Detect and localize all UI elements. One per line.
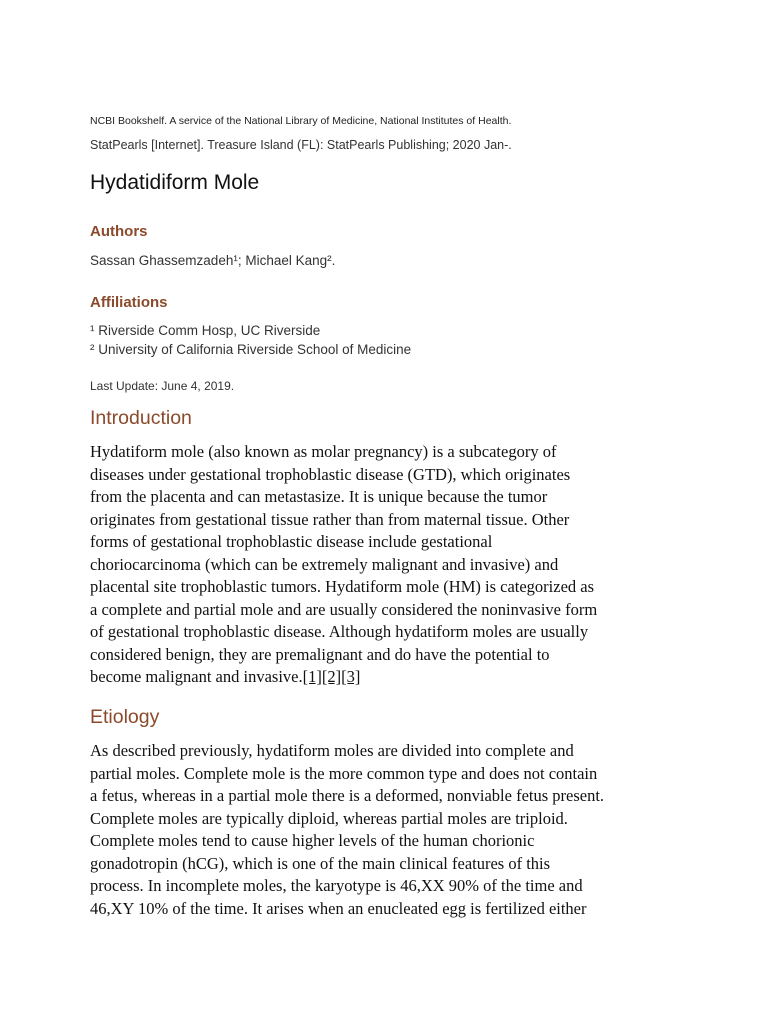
- introduction-paragraph: [90, 441, 680, 689]
- source-citation: StatPearls [Internet]. Treasure Island (FL): StatPearls Publishing; 2020 Jan-.: [90, 138, 512, 152]
- affiliation-2: ² University of California Riverside School of Medicine: [90, 342, 412, 357]
- text-line: from the placenta and can metastasize. It is unique because the tumor: [90, 487, 548, 506]
- reference-link-2[interactable]: [2]: [321, 667, 342, 686]
- text-line: a complete and partial mole and are usually considered the noninvasive form: [90, 599, 598, 619]
- text-line: As described previously, hydatiform moles are divided into complete and: [90, 741, 574, 760]
- text-line: Hydatiform mole (also known as molar pregnancy) is a subcategory of: [90, 442, 557, 461]
- reference-link-1[interactable]: [1]: [302, 667, 322, 686]
- text-line: placental site trophoblastic tumors. Hydatiform mole (HM) is categorized as: [90, 577, 595, 596]
- reference-link-3[interactable]: [3]: [341, 667, 361, 686]
- text-line: forms of gestational trophoblastic disease include gestational: [90, 532, 493, 551]
- introduction-heading: Introduction: [90, 407, 192, 429]
- text-line: Complete moles are typically diploid, whereas partial moles are triploid.: [90, 808, 568, 828]
- etiology-heading: Etiology: [90, 706, 160, 728]
- text-line: a fetus, whereas in a partial mole there is a deformed, nonviable fetus present.: [90, 786, 605, 805]
- text-line: diseases under gestational trophoblastic disease (GTD), which originates: [90, 464, 571, 484]
- text-line-last: [90, 666, 680, 689]
- text-line: 46,XY 10% of the time. It arises when an enucleated egg is fertilized either: [90, 898, 587, 918]
- etiology-paragraph: [90, 740, 680, 920]
- page-title: Hydatidiform Mole: [90, 171, 260, 194]
- last-update: Last Update: June 4, 2019.: [90, 379, 235, 393]
- ncbi-service-line: NCBI Bookshelf. A service of the National Library of Medicine, National Institutes of Health.: [90, 115, 512, 127]
- text-line: considered benign, they are premalignant and do have the potential to: [90, 644, 550, 664]
- text-line: of gestational trophoblastic disease. Although hydatiform moles are usually: [90, 622, 589, 641]
- authors-heading: Authors: [90, 223, 148, 240]
- text-line: process. In incomplete moles, the karyotype is 46,XX 90% of the time and: [90, 876, 583, 895]
- text-line: choriocarcinoma (which can be extremely malignant and invasive) and: [90, 554, 559, 574]
- authors-list: Sassan Ghassemzadeh¹; Michael Kang².: [90, 253, 336, 268]
- affiliation-1: ¹ Riverside Comm Hosp, UC Riverside: [90, 323, 321, 338]
- text-line: originates from gestational tissue rather than from maternal tissue. Other: [90, 509, 570, 529]
- text-line: partial moles. Complete mole is the more common type and does not contain: [90, 763, 598, 783]
- text-line-content: become malignant and invasive.: [90, 667, 303, 686]
- affiliations-heading: Affiliations: [90, 294, 168, 311]
- text-line: Complete moles tend to cause higher levels of the human chorionic: [90, 831, 535, 850]
- text-line: gonadotropin (hCG), which is one of the main clinical features of this: [90, 853, 551, 873]
